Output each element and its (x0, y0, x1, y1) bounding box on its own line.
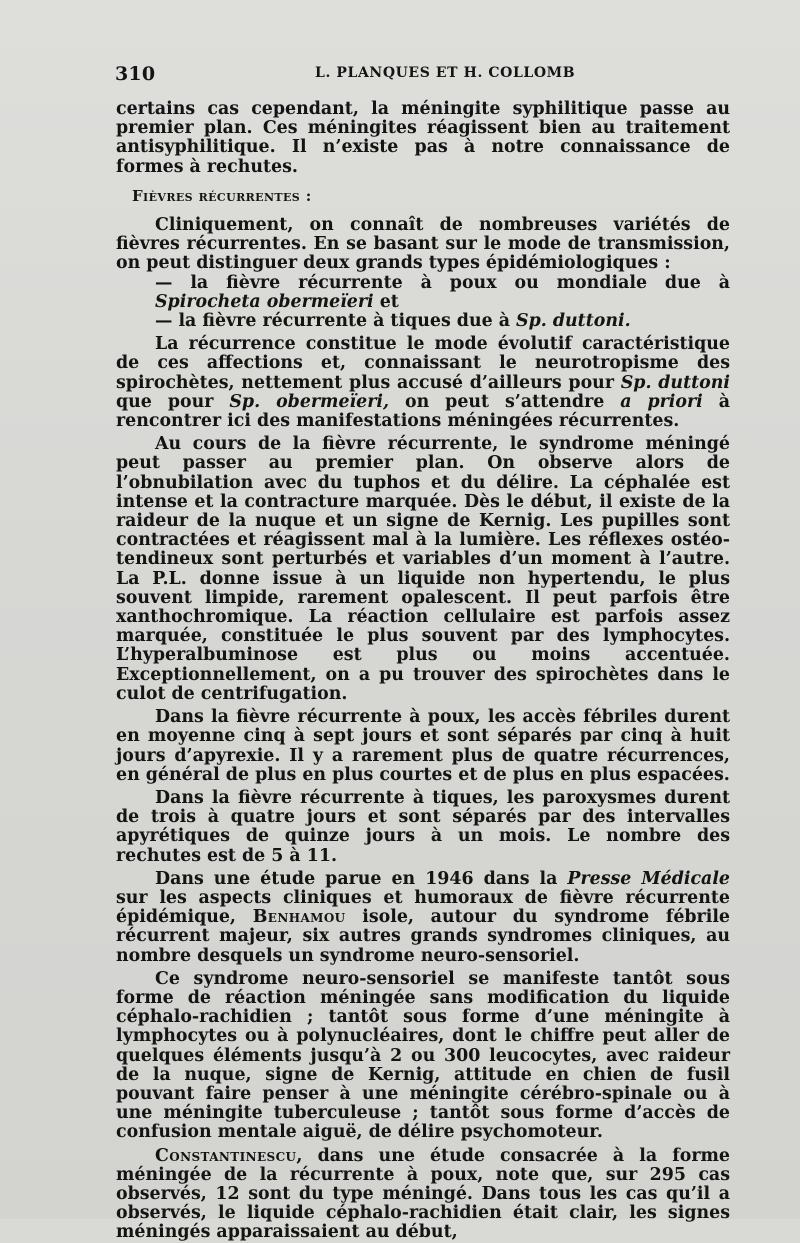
text-run: , dans une étude consacrée à la forme méningée de la récurrente à poux, note que, sur 295 cas observés, 12 sont du type méningé. Dans tous les cas qu’il a observés, le liquide céphalo-rachidien était clair, les signes méningés apparaissaient au début, (116, 1145, 730, 1243)
running-head (115, 63, 730, 85)
paragraph-syndrome-meninge: Au cours de la fièvre récurrente, le syndrome méningé peut passer au premier plan. On observe alors de l’obnubilation avec du tuphos et du délire. La céphalée est intense et la contracture marquée. Dès le début, il existe de la raideur de la nuque et un signe de Kernig. Les pupilles sont contractées et réagissent mal à la lumière. Les réflexes ostéo-tendineux sont perturbés et variables d’un moment à l’autre. La P.L. donne issue à un liquide non hypertendu, le plus souvent limpide, rarement opalescent. Il peut parfois être xanthochromique. La réaction cellulaire est parfois assez marquée, constituée le plus souvent par des lymphocytes. L’hyperalbuminose est plus ou moins accentuée. Exceptionnellement, on a pu trouver des spirochètes dans le culot de centrifugation. (116, 434, 730, 704)
section-heading-fievres-recurrentes: Fièvres récurrentes : (132, 186, 312, 205)
author-name: Constantinescu (155, 1145, 297, 1166)
list-item-text: — la fièvre récurrente à tiques due à (155, 311, 517, 332)
text-run: Dans une étude parue en 1946 dans la (155, 868, 568, 889)
text-run: La récurrence constitue le mode évolutif caractéristique de ces affections et, connaissant le neurotropisme des spirochètes, nettement plus accusé d’ailleurs pour (116, 334, 730, 393)
paragraph-neuro-sensoriel: Ce syndrome neuro-sensoriel se manifeste tantôt sous forme de réaction méningée sans modification du liquide céphalo-rachidien ; tantôt sous forme d’une méningite à lymphocytes ou à polynucléaires, dont le chiffre peut aller de quelques éléments jusqu’à 2 ou 300 leucocytes, avec raideur de la nuque, signe de Kernig, attitude en chien de fusil pouvant faire penser à une méningite cérébro-spinale ou à une méningite tuberculeuse ; tantôt sous forme d’accès de confusion mentale aiguë, de délire psychomoteur. (116, 968, 730, 1143)
running-title: L. PLANQUES ET H. COLLOMB (315, 65, 576, 81)
list-item-text: et (373, 291, 399, 312)
author-name: Benhamou (252, 907, 346, 928)
paragraph-recurrence (116, 335, 730, 431)
latin-phrase: a priori (620, 391, 703, 412)
species-name: Spirocheta obermeïeri (155, 291, 374, 312)
paragraph-constantinescu (116, 1147, 730, 1243)
list-item-fievre-poux (116, 274, 730, 312)
text-run: on peut s’attendre (389, 391, 621, 412)
body-text (116, 100, 730, 1243)
paragraph-cliniquement: Cliniquement, on connaît de nombreuses variétés de fièvres récurrentes. En se basant sur le mode de transmission, on peut distinguer deux grands types épidémiologiques : (116, 215, 730, 274)
text-run: à rencontrer ici des manifestations méningées récurrentes. (116, 391, 731, 432)
species-name: Sp. obermeïeri, (229, 391, 390, 412)
list-item-text: — la fièvre récurrente à poux ou mondiale due à (155, 272, 730, 293)
text-run: isole, autour du syndrome fébrile récurrent majeur, six autres grands syndromes cliniques, au nombre desquels un syndrome neuro-sensoriel. (116, 907, 730, 966)
paragraph-syphilis-end: certains cas cependant, la méningite syphilitique passe au premier plan. Ces méningites réagissent bien au traitement antisyphilitique. Il n’existe pas à notre connaissance de formes à rechutes. (116, 99, 730, 177)
species-name: Sp. duttoni (620, 372, 730, 393)
page-number: 310 (115, 63, 156, 85)
list-item-fievre-tiques (116, 312, 730, 331)
text-run: que pour (116, 391, 230, 412)
species-name: Sp. duttoni. (516, 311, 631, 332)
paragraph-fievre-tiques: Dans la fièvre récurrente à tiques, les paroxysmes durent de trois à quatre jours et sont séparés par des intervalles apyrétiques de quinze jours à un mois. Le nombre des rechutes est de 5 à 11. (116, 787, 730, 866)
paragraph-etude-1946 (116, 870, 730, 966)
text-run: sur les aspects cliniques et humoraux de fièvre récurrente épidémique, (116, 887, 730, 928)
paragraph-fievre-poux: Dans la fièvre récurrente à poux, les accès fébriles durent en moyenne cinq à sept jours et sont séparés par cinq à huit jours d’apyrexie. Il y a rarement plus de quatre récurrences, en général de plus en plus courtes et de plus en plus espacées. (116, 707, 730, 785)
journal-name: Presse Médicale (567, 868, 730, 889)
